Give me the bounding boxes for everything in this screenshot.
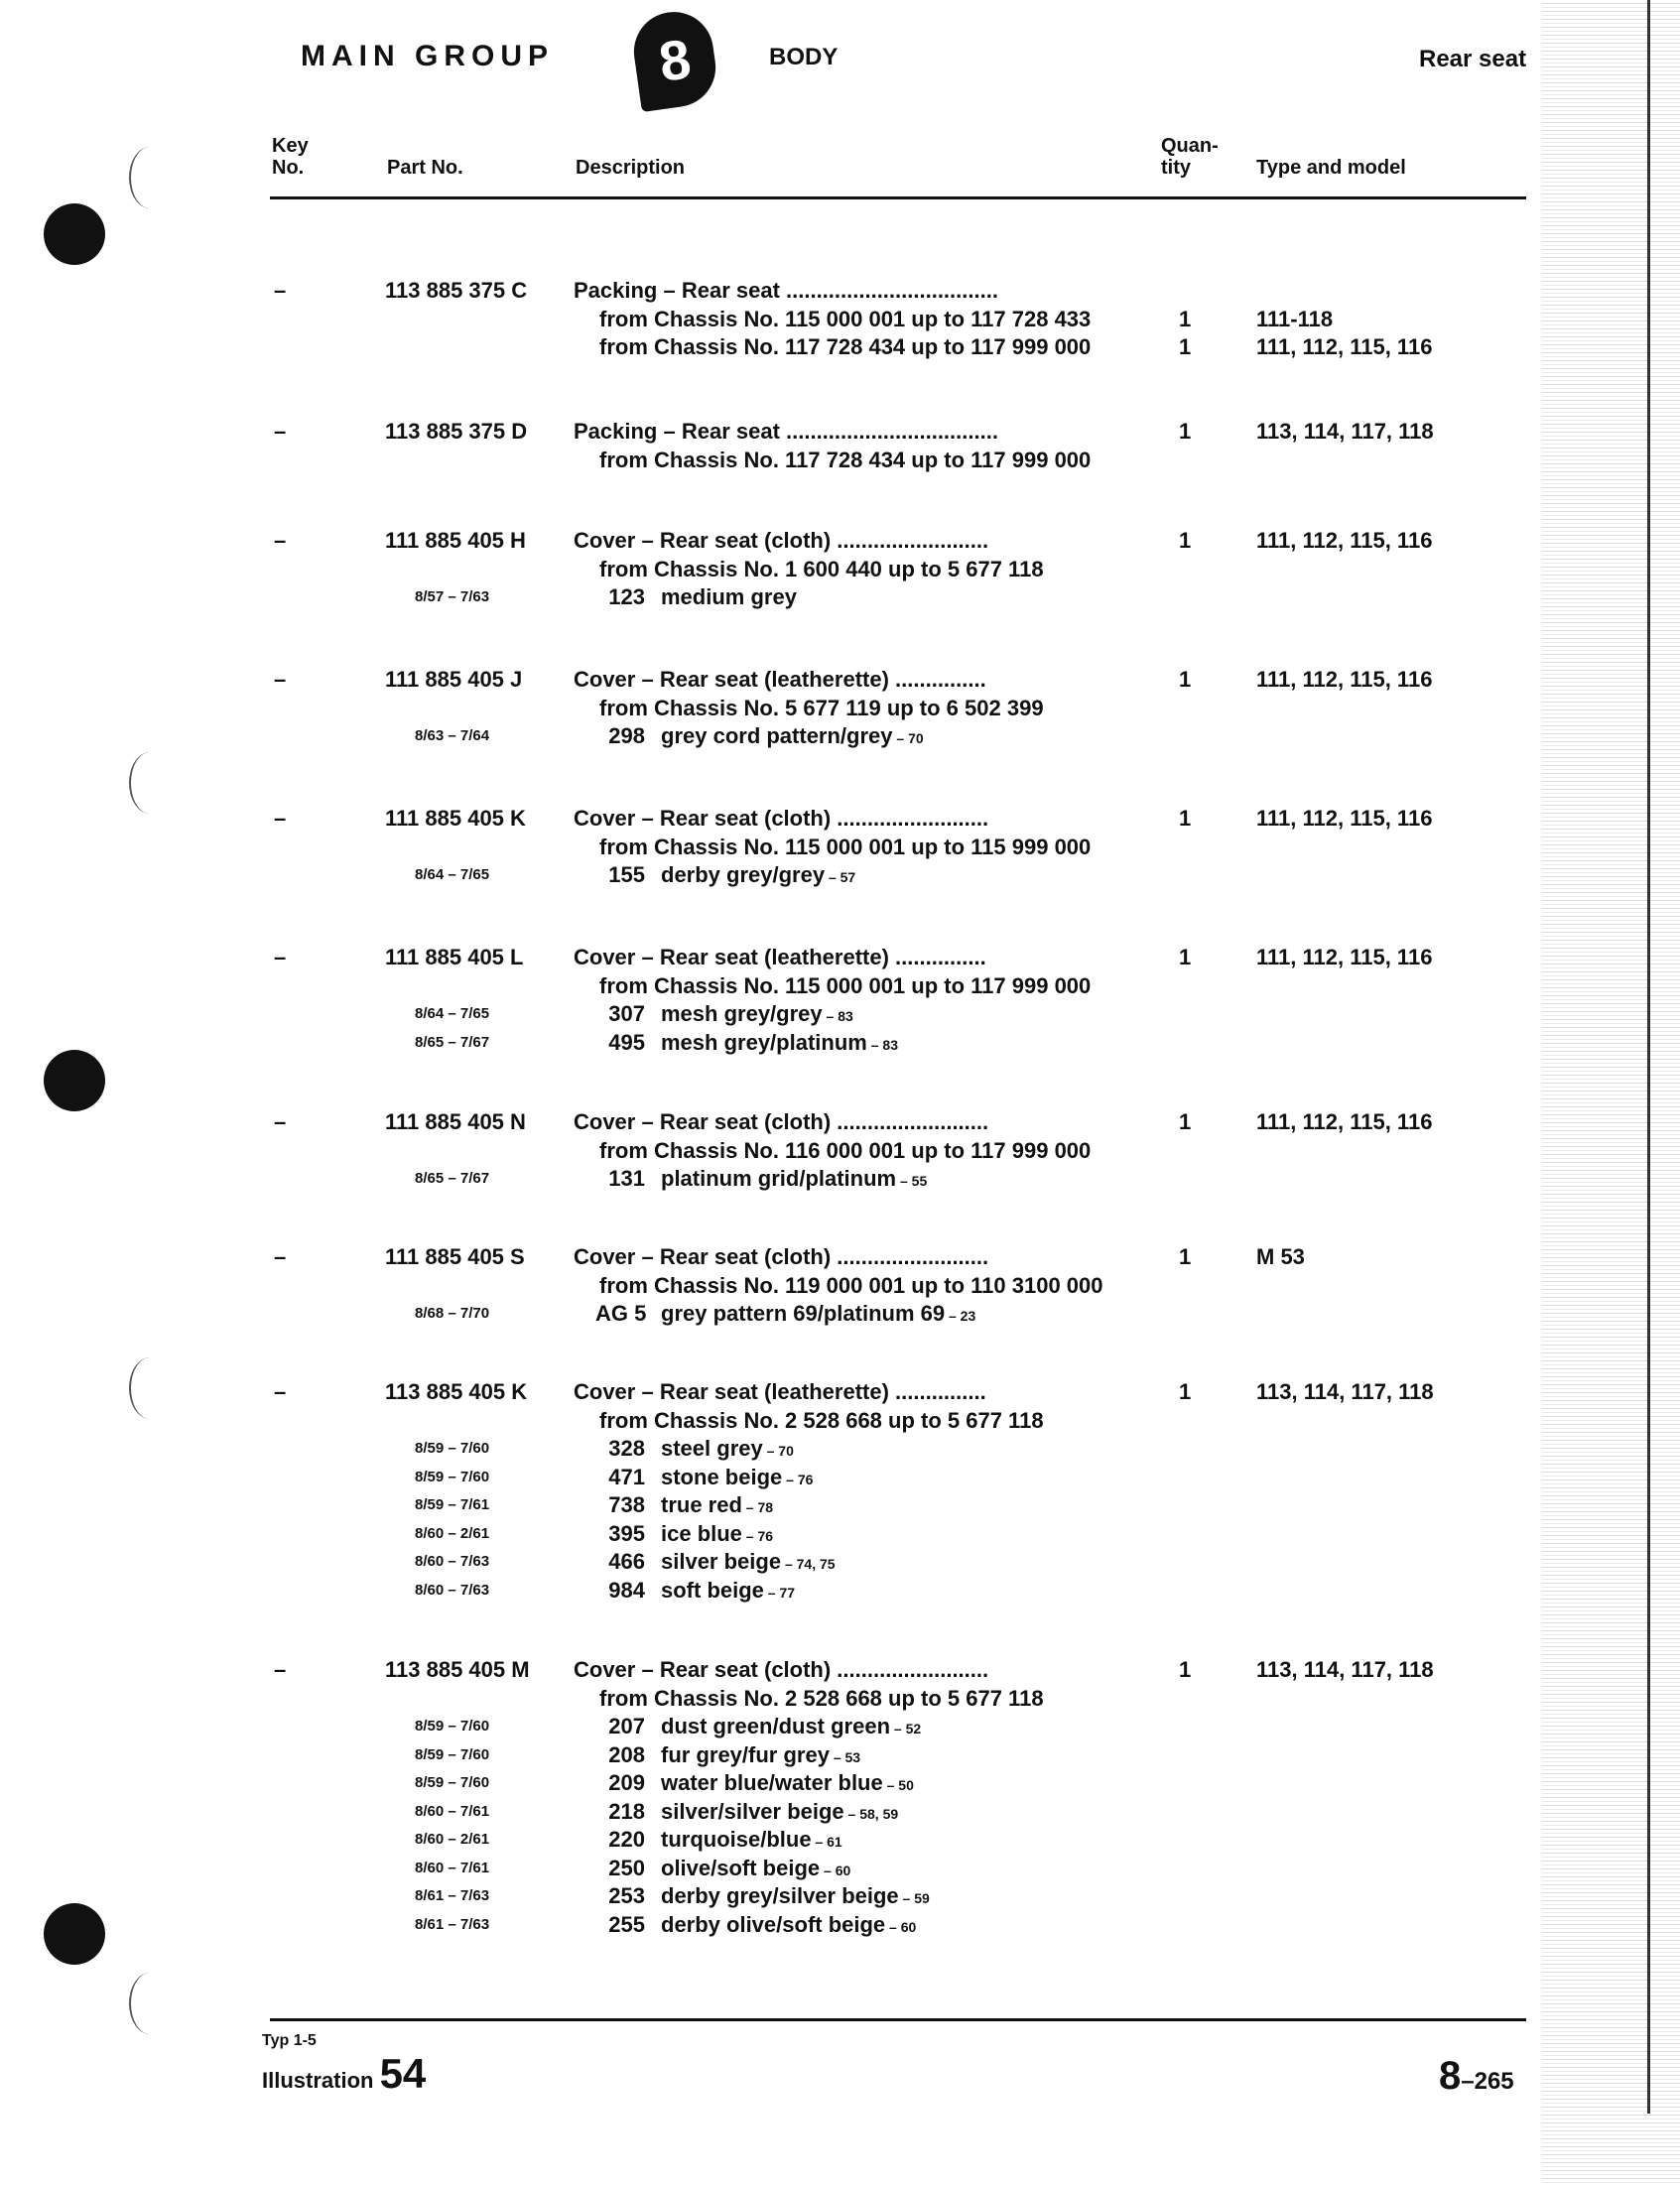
colour-date-range: 8/59 – 7/60 [415, 1440, 490, 1457]
colour-code: 984 [608, 1577, 645, 1603]
chassis-range: from Chassis No. 5 677 119 up to 6 502 399 [599, 695, 1044, 720]
part-number: 113 885 375 D [385, 419, 528, 444]
part-description: Cover – Rear seat (leatherette) ............... [574, 667, 986, 692]
colour-name-text: derby olive/soft beige [661, 1911, 886, 1937]
colour-reference: – 78 [741, 1499, 774, 1515]
page-edge-texture [1541, 0, 1680, 2186]
colour-name [661, 1883, 930, 1911]
chassis-range: from Chassis No. 119 000 001 up to 110 3100 000 [599, 1272, 1103, 1298]
colour-name [661, 723, 924, 751]
entry-key: – [274, 528, 287, 553]
entry-key: – [274, 1657, 287, 1682]
colour-reference: – 77 [763, 1584, 796, 1601]
colour-reference: – 83 [822, 1008, 853, 1024]
part-number: 113 885 405 M [385, 1657, 530, 1682]
group-name: BODY [769, 44, 839, 70]
colour-name-text: mesh grey/platinum [661, 1029, 867, 1055]
colour-name [661, 584, 797, 612]
colour-reference: – 55 [896, 1173, 928, 1189]
colour-name [661, 1742, 860, 1770]
colour-name [661, 1856, 850, 1883]
chassis-range: from Chassis No. 115 000 001 up to 115 999 000 [599, 834, 1092, 859]
part-description: Cover – Rear seat (cloth) ......................... [574, 1244, 989, 1269]
part-model: 111, 112, 115, 116 [1256, 334, 1433, 359]
colour-name [661, 1465, 813, 1492]
colour-name [661, 1436, 794, 1464]
part-model: 111, 112, 115, 116 [1256, 806, 1433, 831]
binder-hole-bottom [44, 1903, 105, 1965]
colour-code: 155 [608, 862, 645, 887]
page-edge-line [1647, 0, 1650, 2114]
binder-hole-middle [44, 1050, 105, 1111]
colour-name [661, 1799, 898, 1827]
binder-ring-3 [129, 1357, 171, 1419]
colour-code: 255 [608, 1911, 645, 1937]
colour-reference: – 53 [829, 1748, 861, 1765]
illustration-number: 54 [379, 2050, 427, 2097]
part-description: Cover – Rear seat (cloth) ......................... [574, 1109, 989, 1134]
colour-reference: – 58, 59 [843, 1805, 899, 1822]
colour-code: 208 [608, 1741, 645, 1767]
colour-code: 250 [608, 1855, 645, 1880]
chassis-range: from Chassis No. 115 000 001 up to 117 999 000 [599, 972, 1092, 998]
colour-name [661, 1714, 921, 1741]
part-model: 111, 112, 115, 116 [1256, 528, 1433, 553]
entry-key: – [274, 278, 287, 303]
colour-reference: – 52 [890, 1721, 922, 1736]
chassis-range: from Chassis No. 1 600 440 up to 5 677 118 [599, 556, 1044, 581]
colour-reference: – 76 [741, 1527, 774, 1544]
colour-code: 307 [608, 1001, 645, 1026]
part-model: 111-118 [1256, 306, 1334, 331]
part-description: Packing – Rear seat ................................... [574, 278, 998, 303]
colour-name-text: derby grey/grey [661, 862, 826, 887]
part-model: 113, 114, 117, 118 [1256, 1379, 1434, 1404]
colour-name [661, 1301, 975, 1329]
colour-code: 738 [608, 1492, 645, 1517]
binder-ring-1 [129, 147, 171, 208]
colour-name-text: turquoise/blue [661, 1827, 812, 1852]
colour-code: 395 [608, 1520, 645, 1546]
part-quantity: 1 [1179, 419, 1192, 444]
part-description: Cover – Rear seat (leatherette) ............... [574, 945, 986, 969]
column-header-quantity: Quan- tity [1161, 135, 1219, 179]
column-header-key: Key No. [272, 135, 309, 179]
colour-name [661, 1770, 914, 1798]
colour-reference: – 83 [866, 1036, 898, 1053]
colour-date-range: 8/57 – 7/63 [415, 588, 490, 605]
colour-name-text: true red [661, 1492, 742, 1517]
colour-code: 207 [608, 1714, 645, 1738]
part-model: 111, 112, 115, 116 [1256, 945, 1433, 969]
colour-date-range: 8/68 – 7/70 [415, 1305, 490, 1322]
colour-date-range: 8/59 – 7/60 [415, 1774, 490, 1791]
part-quantity: 1 [1179, 806, 1192, 831]
binder-ring-2 [129, 752, 171, 814]
part-number: 111 885 405 L [385, 945, 524, 969]
colour-name-text: platinum grid/platinum [661, 1166, 897, 1191]
colour-code: 328 [608, 1436, 645, 1461]
colour-date-range: 8/60 – 7/63 [415, 1581, 490, 1599]
colour-name [661, 1549, 836, 1577]
colour-code: 131 [608, 1166, 645, 1191]
colour-name-text: grey cord pattern/grey [661, 723, 893, 748]
part-quantity: 1 [1179, 1657, 1192, 1682]
colour-reference: – 60 [820, 1862, 851, 1878]
colour-code: 495 [608, 1029, 645, 1055]
part-number: 111 885 405 S [385, 1244, 525, 1269]
colour-name [661, 1030, 898, 1058]
part-number: 111 885 405 K [385, 806, 526, 831]
chassis-range: from Chassis No. 115 000 001 up to 117 728 433 [599, 306, 1092, 331]
part-model: M 53 [1256, 1244, 1305, 1269]
illustration-label: Illustration [262, 2068, 374, 2093]
colour-name-text: fur grey/fur grey [661, 1741, 830, 1767]
chassis-range: from Chassis No. 2 528 668 up to 5 677 118 [599, 1407, 1044, 1433]
colour-reference: – 74, 75 [781, 1556, 836, 1572]
entry-key: – [274, 806, 287, 831]
part-description: Packing – Rear seat ................................... [574, 419, 998, 444]
section-title: Rear seat [1419, 46, 1527, 72]
footer-illustration [262, 2050, 426, 2098]
colour-date-range: 8/64 – 7/65 [415, 1005, 490, 1022]
chassis-range: from Chassis No. 2 528 668 up to 5 677 118 [599, 1685, 1044, 1711]
part-number: 111 885 405 N [385, 1109, 526, 1134]
part-model: 111, 112, 115, 116 [1256, 1109, 1433, 1134]
part-description: Cover – Rear seat (cloth) ......................... [574, 806, 989, 831]
colour-name-text: medium grey [661, 584, 797, 609]
colour-code: 466 [608, 1549, 645, 1574]
part-model: 111, 112, 115, 116 [1256, 667, 1433, 692]
entry-key: – [274, 1379, 287, 1404]
entry-key: – [274, 1109, 287, 1134]
colour-name-text: olive/soft beige [661, 1855, 821, 1880]
colour-code: 218 [608, 1798, 645, 1824]
binder-ring-4 [129, 1973, 171, 2034]
colour-name-text: mesh grey/grey [661, 1001, 823, 1026]
colour-date-range: 8/64 – 7/65 [415, 866, 490, 883]
part-quantity: 1 [1179, 1109, 1192, 1134]
colour-name-text: water blue/water blue [661, 1770, 883, 1795]
chassis-range: from Chassis No. 117 728 434 up to 117 999 000 [599, 447, 1092, 472]
colour-code: 253 [608, 1883, 645, 1908]
part-description: Cover – Rear seat (cloth) ......................... [574, 1657, 989, 1682]
colour-date-range: 8/60 – 7/61 [415, 1859, 490, 1876]
part-quantity: 1 [1179, 945, 1192, 969]
main-group-title: MAIN GROUP [301, 40, 554, 72]
colour-code: 123 [608, 584, 645, 609]
colour-date-range: 8/59 – 7/61 [415, 1496, 490, 1513]
part-number: 113 885 405 K [385, 1379, 528, 1404]
part-quantity: 1 [1179, 1379, 1192, 1404]
entry-key: – [274, 945, 287, 969]
page-number [1439, 2054, 1514, 2099]
part-description: Cover – Rear seat (leatherette) ............... [574, 1379, 986, 1404]
colour-reference: – 61 [811, 1834, 842, 1850]
colour-date-range: 8/65 – 7/67 [415, 1033, 490, 1051]
page-number-suffix: –265 [1461, 2068, 1514, 2095]
colour-code: AG 5 [595, 1301, 647, 1326]
colour-reference: – 57 [825, 869, 856, 885]
colour-code: 298 [608, 723, 645, 748]
part-quantity: 1 [1179, 1244, 1192, 1269]
colour-code: 209 [608, 1770, 645, 1795]
colour-date-range: 8/59 – 7/60 [415, 1745, 490, 1763]
colour-reference: – 23 [945, 1308, 976, 1324]
colour-name-text: derby grey/silver beige [661, 1883, 899, 1908]
colour-name-text: silver beige [661, 1549, 782, 1574]
colour-date-range: 8/65 – 7/67 [415, 1170, 490, 1187]
colour-reference: – 76 [782, 1471, 814, 1487]
colour-name [661, 1912, 916, 1940]
colour-name-text: soft beige [661, 1577, 764, 1603]
colour-name [661, 1001, 853, 1029]
part-number: 111 885 405 J [385, 667, 523, 692]
header-rule [270, 196, 1526, 199]
colour-date-range: 8/60 – 7/63 [415, 1553, 490, 1570]
part-description: Cover – Rear seat (cloth) ......................... [574, 528, 989, 553]
colour-date-range: 8/61 – 7/63 [415, 1887, 490, 1904]
part-model: 113, 114, 117, 118 [1256, 1657, 1434, 1682]
colour-name [661, 1578, 795, 1606]
part-quantity: 1 [1179, 306, 1192, 331]
colour-date-range: 8/61 – 7/63 [415, 1915, 490, 1933]
part-quantity: 1 [1179, 667, 1192, 692]
footer-rule [270, 2018, 1526, 2021]
column-header-part: Part No. [387, 157, 463, 179]
entry-key: – [274, 419, 287, 444]
colour-date-range: 8/63 – 7/64 [415, 727, 490, 744]
part-quantity: 1 [1179, 528, 1192, 553]
chassis-range: from Chassis No. 116 000 001 up to 117 999 000 [599, 1137, 1092, 1163]
colour-name-text: stone beige [661, 1464, 783, 1489]
colour-reference: – 50 [882, 1777, 914, 1793]
column-header-model: Type and model [1256, 157, 1406, 179]
colour-reference: – 60 [885, 1918, 917, 1935]
page-number-prefix: 8 [1439, 2054, 1462, 2098]
colour-date-range: 8/59 – 7/60 [415, 1718, 490, 1735]
colour-date-range: 8/59 – 7/60 [415, 1468, 490, 1485]
colour-name [661, 1492, 773, 1520]
binder-hole-top [44, 203, 105, 265]
entry-key: – [274, 667, 287, 692]
colour-name-text: ice blue [661, 1520, 742, 1546]
footer-type: Typ 1-5 [262, 2032, 317, 2049]
part-number: 113 885 375 C [385, 278, 528, 303]
colour-name-text: silver/silver beige [661, 1798, 844, 1824]
chassis-range: from Chassis No. 117 728 434 up to 117 999 000 [599, 334, 1092, 359]
colour-reference: – 59 [898, 1890, 930, 1906]
colour-name-text: steel grey [661, 1436, 763, 1461]
colour-name [661, 1827, 842, 1855]
column-header-description: Description [576, 157, 686, 179]
colour-name [661, 1521, 773, 1549]
colour-reference: – 70 [892, 730, 924, 746]
colour-name-text: dust green/dust green [661, 1714, 891, 1738]
colour-code: 471 [608, 1464, 645, 1489]
group-number-badge: 8 [629, 7, 721, 112]
part-number: 111 885 405 H [385, 528, 526, 553]
colour-code: 220 [608, 1827, 645, 1852]
colour-reference: – 70 [762, 1443, 794, 1459]
colour-date-range: 8/60 – 7/61 [415, 1802, 490, 1820]
colour-name [661, 862, 855, 890]
colour-date-range: 8/60 – 2/61 [415, 1831, 490, 1848]
colour-name-text: grey pattern 69/platinum 69 [661, 1301, 946, 1326]
colour-date-range: 8/60 – 2/61 [415, 1524, 490, 1542]
entry-key: – [274, 1244, 287, 1269]
colour-name [661, 1166, 927, 1194]
part-model: 113, 114, 117, 118 [1256, 419, 1434, 444]
part-quantity: 1 [1179, 334, 1192, 359]
